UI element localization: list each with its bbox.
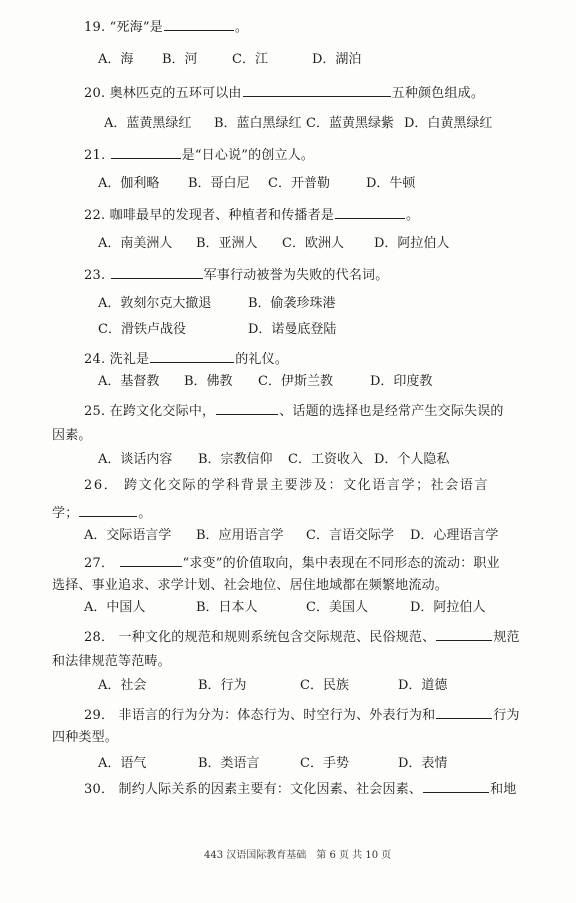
- option-b: B．蓝白黑绿红: [214, 116, 302, 131]
- answer-blank: [120, 554, 182, 567]
- question-19: [84, 18, 248, 36]
- question-text: 制约人际关系的因素主要有：文化因素、社会因素、: [118, 782, 423, 797]
- question-text: 奥林匹克的五环可以由: [109, 86, 242, 101]
- answer-blank: [150, 350, 234, 363]
- question-text: 规范: [493, 630, 520, 645]
- answer-blank: [423, 780, 489, 793]
- question-text: 的礼仪。: [235, 352, 289, 367]
- answer-blank: [243, 84, 391, 97]
- question-number: 27．: [84, 556, 115, 571]
- answer-blank: [111, 266, 203, 279]
- option-a: A．伽利略: [98, 176, 160, 191]
- option-b: B．佛教: [184, 374, 233, 389]
- question-text: 是“日心说”的创立人。: [181, 148, 315, 163]
- option-c: C．手势: [300, 756, 349, 771]
- question-30: [84, 780, 517, 798]
- question-20: [84, 84, 484, 102]
- option-b: B．应用语言学: [196, 528, 284, 543]
- question-number: 22.: [84, 208, 106, 223]
- question-text: 五种颜色组成。: [391, 86, 485, 101]
- option-a: A．中国人: [84, 600, 146, 615]
- option-b: B．类语言: [198, 756, 260, 771]
- question-text: 。: [234, 20, 249, 35]
- question-number: 30．: [84, 782, 115, 797]
- question-text: 洗礼是: [109, 352, 150, 367]
- option-b: B．亚洲人: [196, 236, 258, 251]
- question-text: 非语言的行为分为：体态行为、时空行为、外表行为和: [118, 708, 436, 723]
- question-number: 28．: [84, 630, 115, 645]
- question-number: 21.: [84, 148, 106, 163]
- option-d: D．表情: [398, 756, 448, 771]
- question-23: [84, 266, 388, 284]
- option-d: D．个人隐私: [374, 452, 450, 467]
- option-c: C．滑铁卢战役: [98, 322, 186, 337]
- question-text: 。: [406, 208, 420, 223]
- option-a: A．海: [98, 52, 134, 67]
- question-text: 军事行动被誉为失败的代名词。: [203, 268, 389, 283]
- answer-blank: [436, 706, 492, 719]
- option-a: A．南美洲人: [98, 236, 173, 251]
- option-b: B．宗教信仰: [198, 452, 273, 467]
- question-text: 学；: [52, 506, 79, 521]
- question-27: [84, 554, 500, 572]
- answer-blank: [436, 628, 492, 641]
- question-text: 咖啡最早的发现者、种植者和传播者是: [109, 208, 335, 223]
- question-text: 跨文化交际的学科背景主要涉及：文化语言学；社会语言: [124, 478, 490, 493]
- option-c: C．江: [232, 52, 268, 67]
- option-d: D．心理语言学: [410, 528, 499, 543]
- question-28: [84, 628, 520, 646]
- option-b: B．日本人: [196, 600, 258, 615]
- option-b: B．河: [162, 52, 198, 67]
- option-b: B．行为: [198, 678, 247, 693]
- option-a: A．语气: [98, 756, 147, 771]
- option-a: A．交际语言学: [84, 528, 172, 543]
- option-c: C．言语交际学: [306, 528, 394, 543]
- question-21: [84, 146, 314, 164]
- option-c: C．欧洲人: [282, 236, 344, 251]
- option-a: A．谈话内容: [98, 452, 173, 467]
- question-text: 行为: [493, 708, 520, 723]
- question-29-continuation: 四种类型。: [52, 730, 119, 745]
- option-d: D．阿拉伯人: [410, 600, 486, 615]
- question-number: 26．: [84, 478, 119, 493]
- option-c: C．开普勒: [268, 176, 330, 191]
- option-a: A．基督教: [98, 374, 160, 389]
- question-text: 和地: [490, 782, 517, 797]
- option-d: D．湖泊: [312, 52, 362, 67]
- option-d: D．诺曼底登陆: [248, 322, 337, 337]
- option-b: B．偷袭珍珠港: [248, 296, 336, 311]
- option-b: B．哥白尼: [188, 176, 250, 191]
- answer-blank: [164, 18, 234, 31]
- question-number: 20.: [84, 86, 106, 101]
- question-number: 23.: [84, 268, 106, 283]
- page-footer: 443 汉语国际教育基础 第 6 页 共 10 页: [204, 850, 392, 861]
- option-c: C．民族: [300, 678, 349, 693]
- option-d: D．阿拉伯人: [374, 236, 450, 251]
- option-c: C．工资收入: [288, 452, 363, 467]
- question-text: “死海”是: [109, 20, 163, 35]
- option-a: A．敦刻尔克大撤退: [98, 296, 212, 311]
- option-d: D．道德: [398, 678, 448, 693]
- question-28-continuation: 和法律规范等范畴。: [52, 654, 171, 669]
- option-c: C．蓝黄黑绿紫: [306, 116, 394, 131]
- option-c: C．美国人: [306, 600, 368, 615]
- answer-blank: [335, 206, 405, 219]
- question-number: 24.: [84, 352, 106, 367]
- answer-blank: [111, 146, 181, 159]
- option-d: D．白黄黑绿红: [404, 116, 493, 131]
- option-c: C．伊斯兰教: [258, 374, 333, 389]
- question-number: 29．: [84, 708, 115, 723]
- question-24: [84, 350, 288, 368]
- option-a: A．社会: [98, 678, 147, 693]
- question-number: 25.: [84, 404, 106, 419]
- question-29: [84, 706, 520, 724]
- question-text: 。: [138, 506, 152, 521]
- question-22: [84, 206, 419, 224]
- option-d: D．牛顿: [366, 176, 416, 191]
- answer-blank: [216, 402, 278, 415]
- question-text: 一种文化的规范和规则系统包含交际规范、民俗规范、: [118, 630, 436, 645]
- question-25: [84, 402, 504, 420]
- question-26: [84, 478, 489, 494]
- option-a: A．蓝黄黑绿红: [104, 116, 192, 131]
- question-number: 19.: [84, 20, 106, 35]
- question-27-continuation: 选择、事业追求、求学计划、社会地位、居住地域都在频繁地流动。: [52, 578, 449, 593]
- option-d: D．印度教: [370, 374, 433, 389]
- question-text: 、话题的选择也是经常产生交际失误的: [279, 404, 504, 419]
- question-26-continuation: [52, 504, 152, 522]
- question-text: “求变”的价值取向，集中表现在不同形态的流动：职业: [182, 556, 500, 571]
- answer-blank: [79, 504, 137, 517]
- question-25-continuation: 因素。: [52, 428, 92, 443]
- question-text: 在跨文化交际中，: [109, 404, 216, 419]
